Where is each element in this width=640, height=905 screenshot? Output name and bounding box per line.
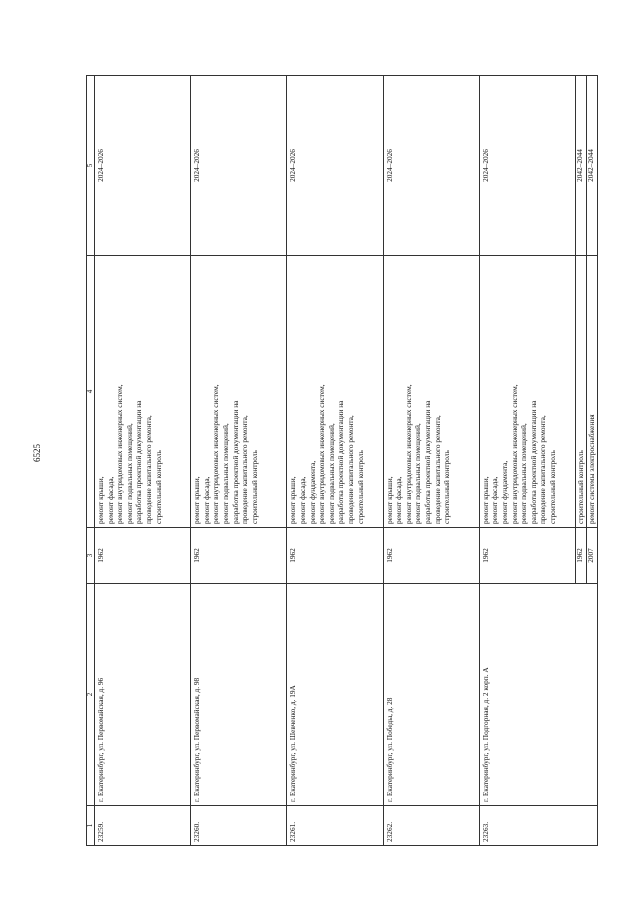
page-number (24, 444, 50, 462)
work-item: разработка проектной документации на (422, 400, 432, 524)
work-item: строительный контроль (153, 450, 163, 524)
row-number: 23259. (95, 806, 191, 846)
column-number-header: 4 (87, 256, 95, 528)
work-item: ремонт системы электроснабжения (586, 256, 597, 528)
work-item: разработка проектной документации на (230, 400, 240, 524)
work-item: ремонт внутридомовых инженерных систем, (211, 384, 221, 524)
building-year: 1962 (576, 528, 587, 584)
repair-period: 2042–2044 (586, 76, 597, 256)
repair-period: 2042–2044 (576, 76, 587, 256)
work-item: ремонт внутридомовых инженерных систем, (115, 384, 125, 524)
work-item: ремонт фасада, (298, 476, 307, 524)
work-item: ремонт подвальных помещений, (519, 423, 529, 524)
building-year: 1962 (383, 528, 479, 584)
work-item: строительный контроль (442, 450, 452, 524)
work-item: ремонт крыши, (288, 476, 298, 524)
building-address: г. Екатеринбург, ул. Подгорная, д. 2 корп. А (479, 584, 597, 806)
row-number: 23260. (191, 806, 287, 846)
work-item: разработка проектной документации на (134, 400, 144, 524)
work-item: проведение капитального ремонта, (143, 415, 153, 524)
work-item: строительный контроль (249, 450, 259, 524)
work-item: ремонт фасада, (490, 476, 500, 524)
works-list (287, 256, 383, 528)
building-year: 1962 (479, 528, 575, 584)
work-item: ремонт подвальных помещений, (124, 423, 134, 524)
work-item: проведение капитального ремонта, (345, 415, 355, 524)
work-item: ремонт внутридомовых инженерных систем, (403, 384, 413, 524)
work-item: разработка проектной документации на (528, 400, 538, 524)
work-item: проведение капитального ремонта, (240, 415, 250, 524)
work-item: проведение капитального ремонта, (432, 415, 442, 524)
work-item: ремонт крыши, (480, 476, 490, 524)
repair-period: 2024–2026 (383, 76, 479, 256)
works-list (191, 256, 287, 528)
work-item: строительный контроль (547, 450, 557, 524)
column-number-header: 2 (87, 584, 95, 806)
work-item: ремонт подвальных помещений, (326, 423, 336, 524)
table-row (95, 76, 191, 846)
repair-period: 2024–2026 (287, 76, 383, 256)
work-item: ремонт внутридомовых инженерных систем, (317, 384, 327, 524)
table-row (383, 76, 479, 846)
work-item: ремонт внутридомовых инженерных систем, (509, 384, 519, 524)
work-item: ремонт фундамента, (500, 460, 509, 524)
work-item: строительный контроль (355, 450, 365, 524)
work-item: ремонт фасада, (201, 476, 211, 524)
work-item: ремонт подвальных помещений, (413, 423, 423, 524)
works-list (95, 256, 191, 528)
column-number-header: 3 (87, 528, 95, 584)
repair-period: 2024–2026 (95, 76, 191, 256)
building-address: г. Екатеринбург, ул. Первомайская, д. 98 (191, 584, 287, 806)
building-address: г. Екатеринбург, ул. Шевченко, д. 19А (287, 584, 383, 806)
work-item: ремонт крыши, (96, 476, 105, 524)
row-number: 23262. (383, 806, 479, 846)
column-number-header: 5 (87, 76, 95, 256)
column-number-row (87, 76, 95, 846)
page-number-text: 6525 (32, 444, 42, 462)
building-year: 1962 (191, 528, 287, 584)
repair-period: 2024–2026 (191, 76, 287, 256)
building-address: г. Екатеринбург, ул. Победы, д. 28 (383, 584, 479, 806)
table-row (479, 76, 575, 846)
works-list (383, 256, 479, 528)
work-item: проведение капитального ремонта, (538, 415, 548, 524)
column-number-header: 1 (87, 806, 95, 846)
work-item: ремонт фасада, (105, 476, 115, 524)
work-item: ремонт фасада, (394, 476, 404, 524)
work-item: ремонт фундамента, (307, 460, 317, 524)
work-item: ремонт подвальных помещений, (220, 423, 230, 524)
building-year: 1962 (287, 528, 383, 584)
building-year: 2007 (586, 528, 597, 584)
repair-register-table (86, 75, 598, 846)
work-item: строительный контроль (576, 256, 587, 528)
works-list (479, 256, 575, 528)
building-year: 1962 (95, 528, 191, 584)
row-number: 23261. (287, 806, 383, 846)
repair-period: 2024–2026 (479, 76, 575, 256)
table-row (287, 76, 383, 846)
table-row (191, 76, 287, 846)
work-item: ремонт крыши, (384, 476, 394, 524)
work-item: ремонт крыши, (192, 476, 202, 524)
rotated-table-wrapper (86, 76, 598, 846)
building-address: г. Екатеринбург, ул. Первомайская, д. 96 (95, 584, 191, 806)
row-number: 23263. (479, 806, 597, 846)
work-item: разработка проектной документации на (336, 400, 346, 524)
